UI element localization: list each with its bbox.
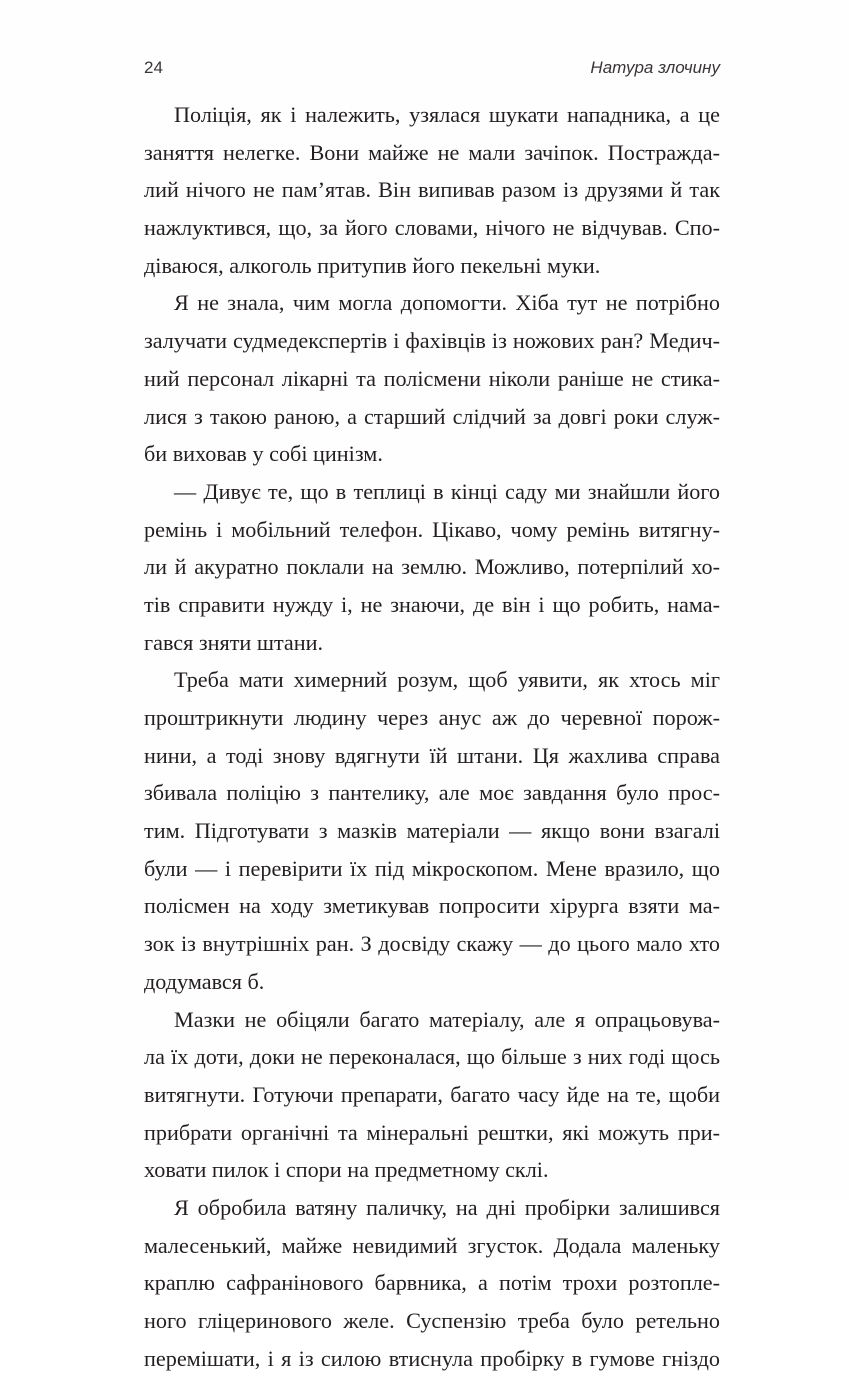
paragraph [144,661,720,1000]
text-line: полісмен на ходу зметикував попросити хірурга взяти ма- [144,893,720,919]
text-line: краплю сафранінового барвника, а потім трохи розтопле- [144,1270,720,1296]
text-line: зок із внутрішніх ран. З досвіду скажу — до цього мало хто [144,931,720,957]
text-line: додумався б. [144,968,265,994]
running-title: Натура злочину [590,58,720,77]
body-text [144,96,720,1377]
paragraph [144,284,720,472]
paragraph [144,96,720,284]
text-line: лися з такою раною, а старший слідчий за довгі роки служ- [144,403,720,429]
text-line: залучати судмедекспертів і фахівців із ножових ран? Медич- [144,328,720,354]
text-line: Треба мати химерний розум, щоб уявити, як хтось міг [174,667,720,693]
text-line: Мазки не обіцяли багато матеріалу, але я опрацьовува- [174,1006,720,1032]
page-number: 24 [144,58,163,77]
text-line: — Дивує те, що в теплиці в кінці саду ми знайшли його [174,478,720,504]
text-line: ла їх доти, доки не переконалася, що більше з них годі щось [144,1044,720,1070]
text-line: ремінь і мобільний телефон. Цікаво, чому ремінь витягну- [144,516,720,542]
text-line: ли й акуратно поклали на землю. Можливо, потерпілий хо- [144,554,720,580]
text-line: Я не знала, чим могла допомогти. Хіба тут не потрібно [174,290,720,316]
paragraph-dialogue [144,473,720,661]
text-line: Я обробила ватяну паличку, на дні пробірки залишився [174,1194,720,1220]
paragraph [144,1001,720,1189]
text-line: лий нічого не пам’ятав. Він випивав разом із друзями й так [144,177,720,203]
text-line: прибрати органічні та мінеральні рештки, які можуть при- [144,1119,720,1145]
text-line: би виховав у собі цинізм. [144,441,383,467]
text-line: Поліція, як і належить, узялася шукати нападника, а це [174,102,720,127]
text-line: діваюся, алкоголь притупив його пекельні муки. [144,252,601,278]
text-line: ний персонал лікарні та полісмени ніколи раніше не стика- [144,365,720,391]
text-line: проштрикнути людину через анус аж до черевної порож- [144,705,720,730]
text-line: ховати пилок і спори на предметному склі. [144,1157,549,1183]
text-line: перемішати, і я із силою втиснула пробірку в гумове гніздо [144,1345,720,1371]
text-line: нини, а тоді знову вдягнути їй штани. Ця жахлива справа [144,742,720,768]
text-line: заняття нелегке. Вони майже не мали зачіпок. Постражда- [144,139,720,165]
text-line: збивала поліцію з пантелику, але моє завдання було прос- [144,780,720,806]
paragraph [144,1189,720,1377]
text-line: гався зняти штани. [144,629,324,655]
text-line: тим. Підготувати з мазків матеріали — якщо вони взагалі [144,818,720,844]
text-line: витягнути. Готуючи препарати, багато часу йде на те, щоби [144,1081,720,1107]
text-line: тів справити нужду і, не знаючи, де він і що робить, нама- [144,591,720,617]
text-line: ного гліцеринового желе. Суспензію треба було ретельно [144,1308,720,1333]
text-line: малесенький, майже невидимий згусток. Додала маленьку [144,1232,720,1258]
page-header [144,58,720,84]
text-line: були — і перевірити їх під мікроскопом. Мене вразило, що [144,855,720,881]
text-line: нажлуктився, що, за його словами, нічого не відчував. Спо- [144,215,720,241]
